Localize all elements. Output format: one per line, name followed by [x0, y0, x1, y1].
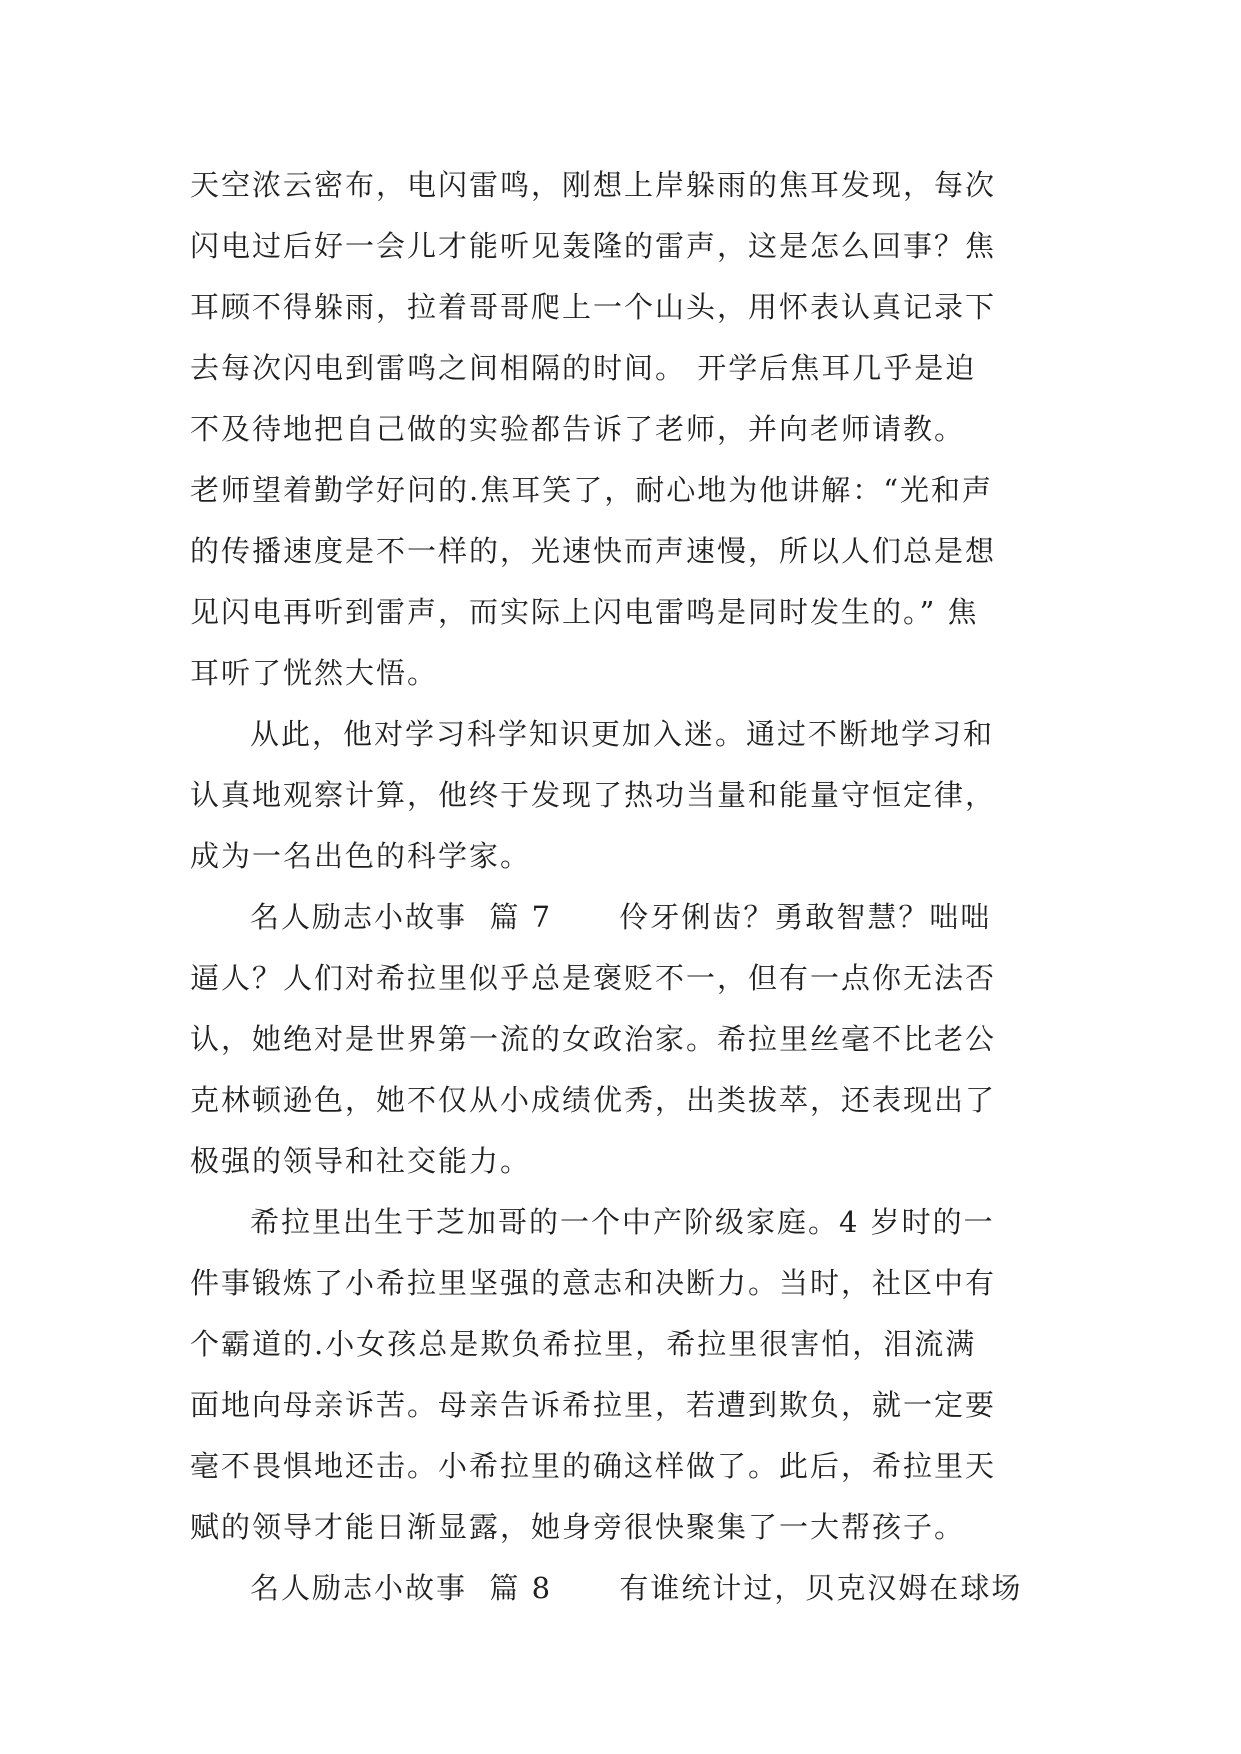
text-line: 面地向母亲诉苦。母亲告诉希拉里，若遭到欺负，就一定要 [190, 1388, 997, 1422]
section-heading-line: 名人励志小故事 篇 7 伶牙俐齿？勇敢智慧？咄咄 [250, 900, 992, 934]
text-line: 件事锻炼了小希拉里坚强的意志和决断力。当时，社区中有 [190, 1266, 997, 1300]
text-line: 希拉里出生于芝加哥的一个中产阶级家庭。4 岁时的一 [250, 1205, 995, 1239]
text-line: 见闪电再听到雷声，而实际上闪电雷鸣是同时发生的。” 焦 [190, 595, 979, 629]
text-line: 赋的领导才能日渐显露，她身旁很快聚集了一大帮孩子。 [190, 1510, 966, 1544]
text-line: 成为一名出色的科学家。 [190, 839, 532, 873]
text-line: 个霸道的.小女孩总是欺负希拉里，希拉里很害怕，泪流满 [190, 1327, 977, 1361]
text-line: 的传播速度是不一样的，光速快而声速慢，所以人们总是想 [190, 534, 997, 568]
text-line: 克林顿逊色，她不仅从小成绩优秀，出类拔萃，还表现出了 [190, 1083, 997, 1117]
text-line: 认真地观察计算，他终于发现了热功当量和能量守恒定律， [190, 778, 997, 812]
text-line: 耳听了恍然大悟。 [190, 656, 439, 690]
text-line: 去每次闪电到雷鸣之间相隔的时间。 开学后焦耳几乎是迫 [190, 351, 977, 385]
text-line: 闪电过后好一会儿才能听见轰隆的雷声，这是怎么回事？焦 [190, 229, 997, 263]
text-line: 极强的领导和社交能力。 [190, 1144, 532, 1178]
section-heading-line: 名人励志小故事 篇 8 有谁统计过，贝克汉姆在球场 [250, 1571, 1023, 1605]
document-body [190, 155, 1060, 1619]
text-line: 从此，他对学习科学知识更加入迷。通过不断地学习和 [250, 717, 995, 751]
text-line: 老师望着勤学好问的.焦耳笑了，耐心地为他讲解：“光和声 [190, 473, 994, 507]
text-line: 不及待地把自己做的实验都告诉了老师，并向老师请教。 [190, 412, 966, 446]
text-line: 毫不畏惧地还击。小希拉里的确这样做了。此后，希拉里天 [190, 1449, 997, 1483]
text-line: 耳顾不得躲雨，拉着哥哥爬上一个山头，用怀表认真记录下 [190, 290, 997, 324]
text-line: 认，她绝对是世界第一流的女政治家。希拉里丝毫不比老公 [190, 1022, 997, 1056]
text-line: 天空浓云密布，电闪雷鸣，刚想上岸躲雨的焦耳发现，每次 [190, 168, 997, 202]
text-line: 逼人？人们对希拉里似乎总是褒贬不一，但有一点你无法否 [190, 961, 997, 995]
